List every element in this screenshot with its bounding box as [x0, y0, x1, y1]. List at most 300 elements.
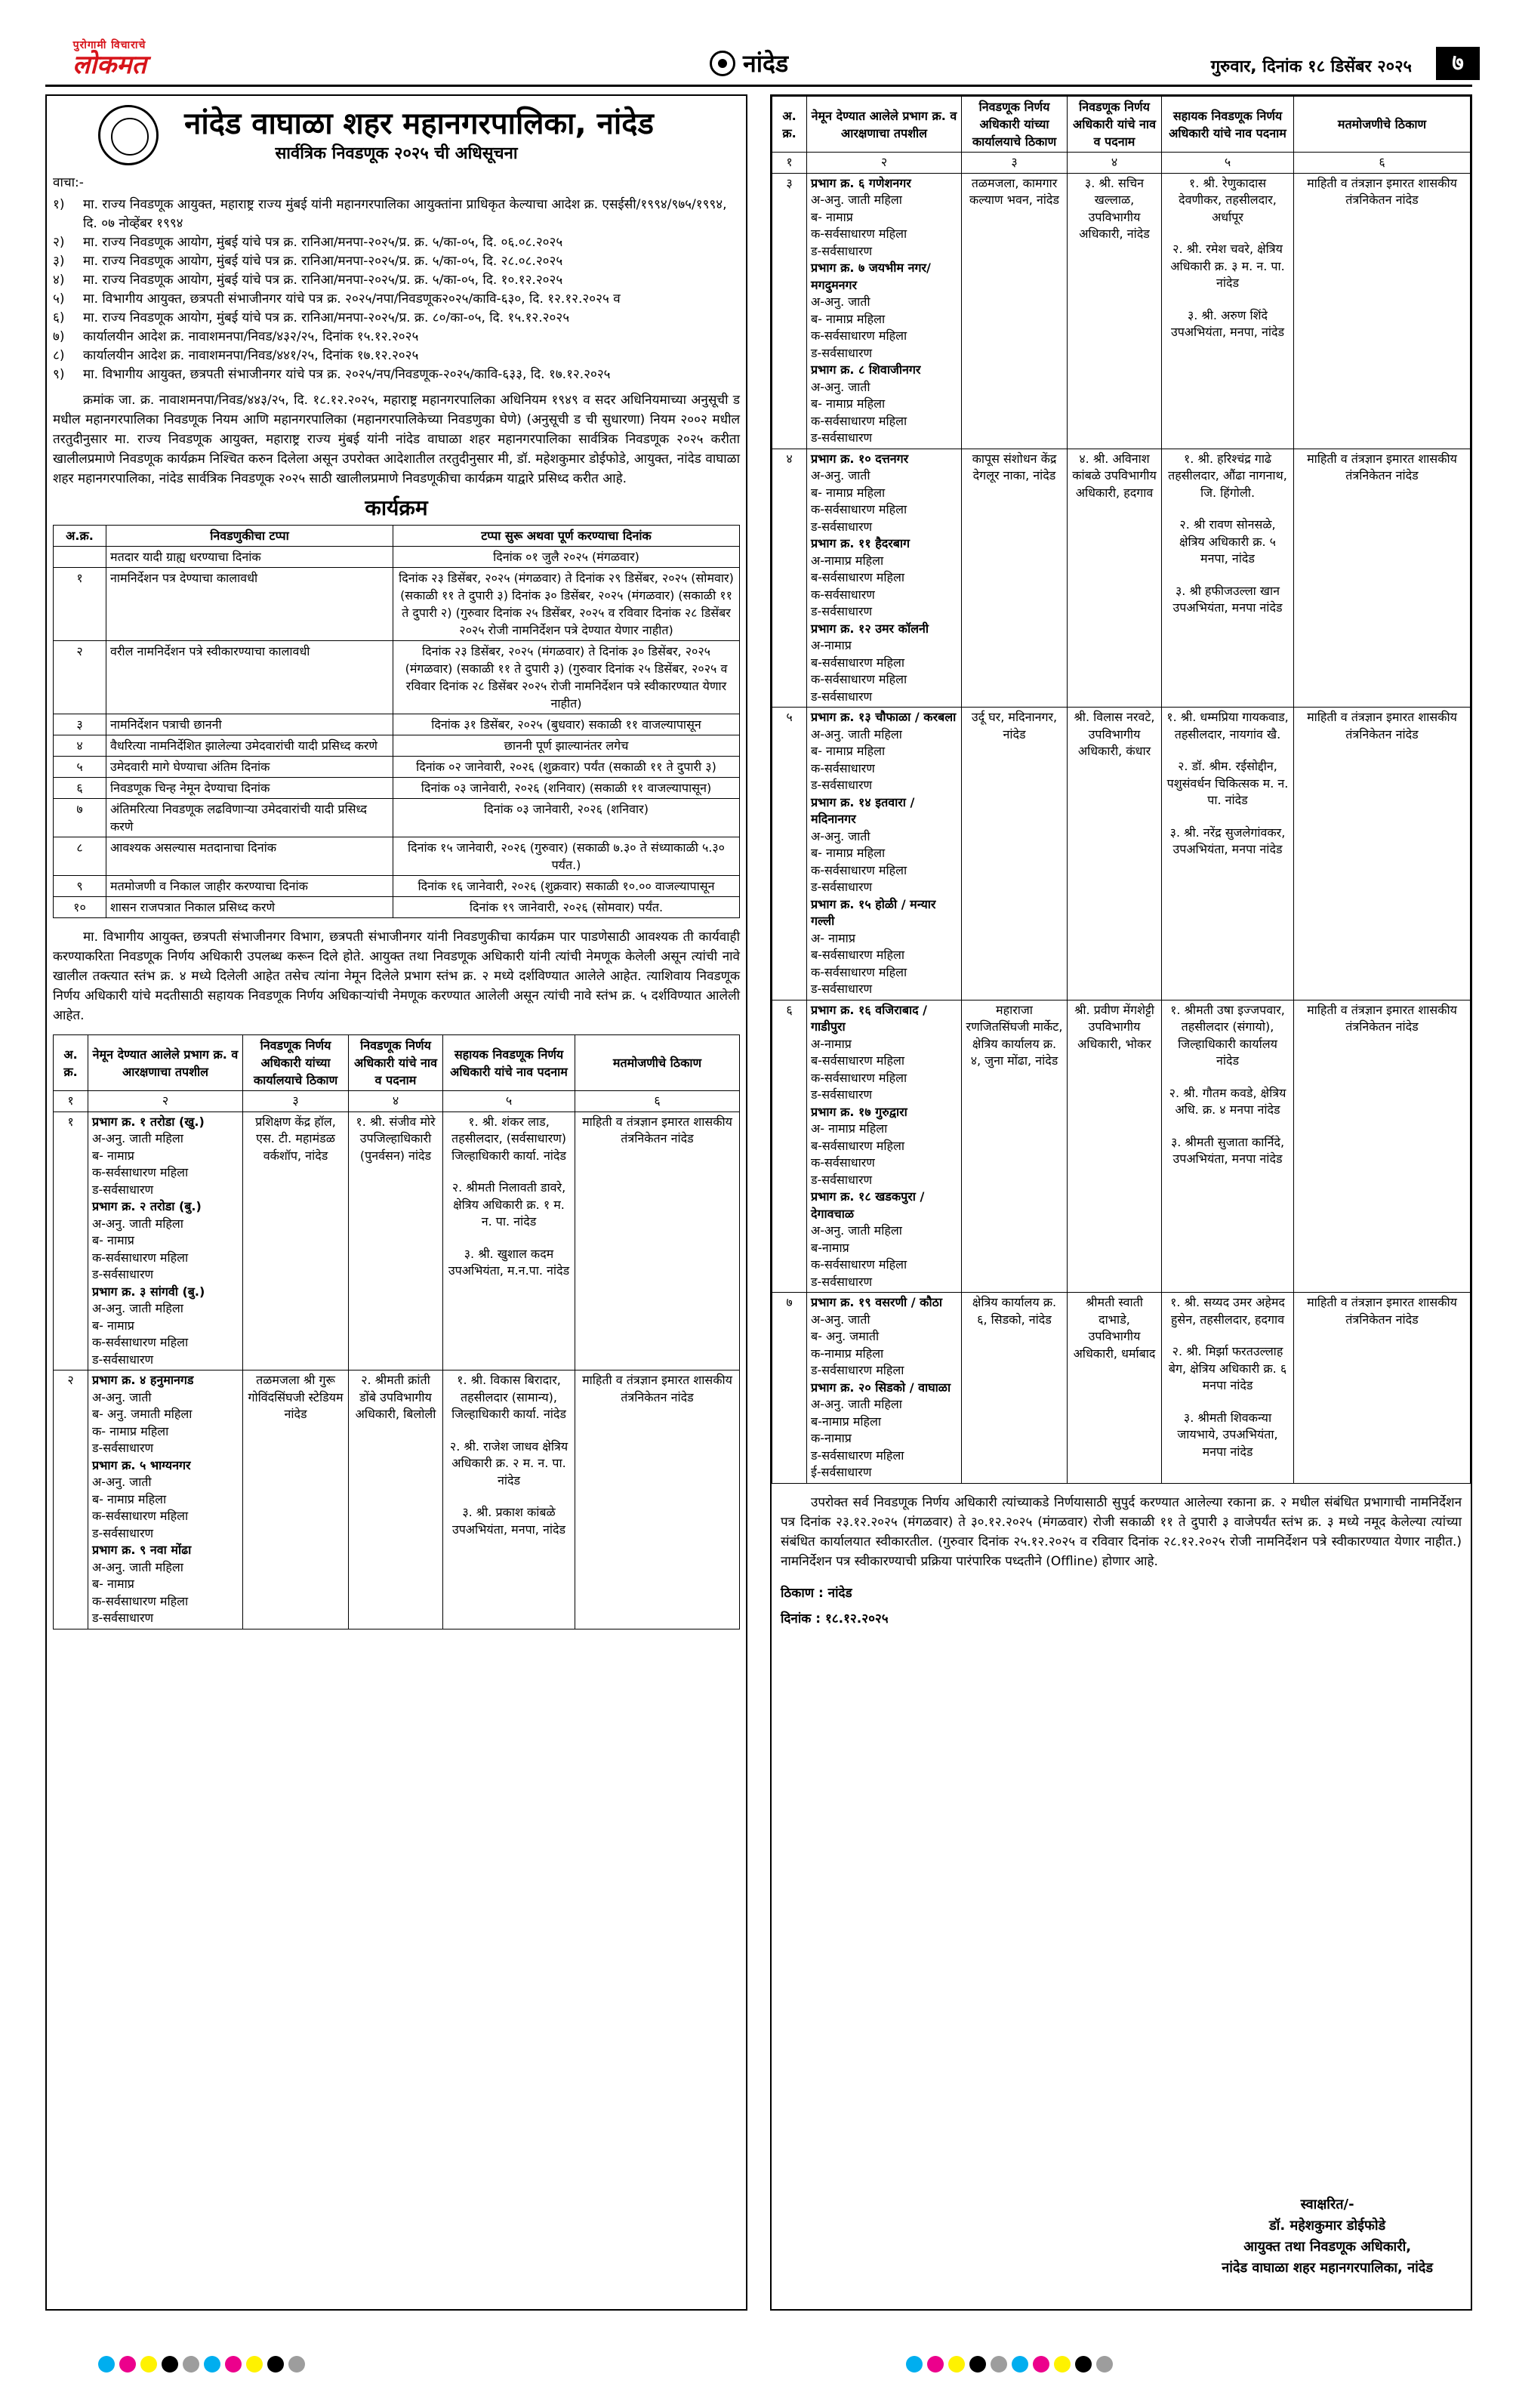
ward-name: प्रभाग क्र. १५ होळी / मन्यार गल्ली	[811, 896, 936, 928]
reservation-item: अ-अनु. जाती	[811, 468, 870, 483]
reservation-item: ब-सर्वसाधारण महिला	[811, 1138, 904, 1153]
reservation-item: क-सर्वसाधारण महिला	[811, 502, 907, 516]
table-row	[54, 799, 740, 837]
intro-paragraph: क्रमांक जा. क्र. नावाशमनपा/निवड/४४३/२५, दि. १८.१२.२०२५, महाराष्ट्र महानगरपालिका अधिनियम १९४९ व सदर अधिनियमाच्या अनुसूची ड मधील महानगरपालिका निवडणूक नियम आणि महानगरपालिका (महानगरपालिकेच्या निवडणुका घेणे) (अनुसूची ड ची सुधारणा) नियम २००२ मधील तरतुदीनुसार मा. राज्य निवडणूक आयुक्त, महाराष्ट्र राज्य मुंबई यांनी नांदेड वाघाळा शहर महानगरपालिका सार्वत्रिक निवडणूक २०२५ करीता खालीलप्रमाणे निवडणूक कार्यक्रम निश्चित करुन दिलेला असून उपरोक्त आदेशातील तरतुदीनुसार मी, डॉ. महेशकुमार डोईफोडे, आयुक्त, नांदेड वाघाळा शहर महानगरपालिका, नांदेड सार्वत्रिक निवडणूक २०२५ साठी खालीलप्रमाणे निवडणूकीचा कार्यक्रम याद्वारे प्रसिध्द करीत आहे.	[53, 393, 740, 486]
assistant-officer: १. श्री. रेणुकादास देवणीकर, तहसीलदार, अर्धापूर	[1179, 175, 1277, 224]
table-row	[772, 173, 1471, 449]
references-list	[53, 196, 740, 384]
counting-venue: माहिती व तंत्रज्ञान इमारत शासकीय तंत्रनिकेतन नांदेड	[575, 1112, 740, 1370]
reservation-item: अ-अनु. जाती महिला	[92, 1301, 183, 1315]
reservation-item: ब- नामाप्र महिला	[811, 396, 886, 411]
reservation-item: ब-नामाप्र	[811, 1240, 849, 1255]
reference-text: कार्यालयीन आदेश क्र. नावाशमनपा/निवड/४४१/२५, दिनांक १७.१२.२०२५	[83, 348, 419, 363]
ward-details	[807, 1293, 962, 1484]
schedule-stage: वैधरित्या नामनिर्देशित झालेल्या उमेदवारांची यादी प्रसिध्द करणे	[106, 735, 393, 757]
signature-line: स्वाक्षरित/-	[1300, 2197, 1354, 2212]
assistant-officers	[443, 1112, 575, 1370]
assistant-officer: ३. श्री. प्रकाश कांबळे उपअभियंता, मनपा, नांदेड	[451, 1505, 566, 1537]
reference-item	[53, 365, 740, 384]
column-number: ३	[962, 153, 1068, 174]
reference-number: ९)	[53, 367, 65, 382]
reservation-item: अ-अनु. जाती	[811, 379, 870, 394]
column-number: ३	[243, 1091, 349, 1112]
reservation-item: ड-सर्वसाधारण	[811, 778, 873, 792]
reservation-item: क-सर्वसाधारण	[811, 760, 875, 775]
reservation-item: अ-अनु. जाती	[92, 1389, 152, 1404]
row-number: ७	[772, 1293, 807, 1484]
table-row	[772, 1000, 1471, 1293]
ro-office: कापूस संशोधन केंद्र देगलूर नाका, नांदेड	[962, 449, 1068, 708]
reservation-item: ड-सर्वसाधारण	[811, 519, 873, 534]
schedule-date: दिनांक १५ जानेवारी, २०२६ (गुरुवार) (सकाळी ७.३० ते संध्याकाळी ५.३० पर्यंत.)	[393, 837, 740, 876]
assistant-officers	[1162, 1293, 1294, 1484]
color-swatch-dot	[140, 2356, 157, 2373]
schedule-number: ६	[54, 778, 106, 799]
reservation-item: अ-अनु. जाती महिला	[811, 1397, 902, 1411]
schedule-stage: अंतिमरित्या निवडणूक लढविणाऱ्या उमेदवारांची यादी प्रसिध्द करणे	[106, 799, 393, 837]
header-rule	[45, 85, 1472, 87]
ward-details	[88, 1112, 243, 1370]
ward-name: प्रभाग क्र. २ तरोडा (बु.)	[92, 1199, 202, 1213]
reservation-item: ड-सर्वसाधारण	[811, 604, 873, 618]
reference-item	[53, 309, 740, 328]
reservation-item: ब-सर्वसाधारण महिला	[811, 655, 904, 670]
ward-name: प्रभाग क्र. ११ हैदरबाग	[811, 536, 911, 550]
reservation-item: क- नामाप्र महिला	[92, 1423, 169, 1438]
table-row	[772, 708, 1471, 1001]
notice-subtitle: सार्वत्रिक निवडणूक २०२५ ची अधिसूचना	[275, 144, 518, 163]
reference-item	[53, 347, 740, 365]
signature-block	[1222, 2194, 1433, 2279]
color-swatch-dot	[1033, 2356, 1049, 2373]
reservation-item: क-सर्वसाधारण	[811, 1155, 875, 1170]
reservation-item: ब- नामाप्र महिला	[811, 744, 886, 758]
reservation-item: ब- नामाप्र महिला	[92, 1491, 167, 1506]
assistant-officer: २. डॉ. श्रीम. रईसोद्दीन, पशुसंवर्धन चिकित्सक म. न. पा. नांदेड	[1166, 759, 1289, 807]
assistant-officer: १. श्री. हरिश्चंद्र गाढे तहसीलदार, औंढा नागनाथ, जि. हिंगोली.	[1168, 451, 1287, 500]
reference-item	[53, 271, 740, 290]
row-number: ५	[772, 708, 807, 1001]
schedule-stage: नामनिर्देशन पत्राची छाननी	[106, 714, 393, 735]
ward-name: प्रभाग क्र. १० दत्तनगर	[811, 451, 909, 466]
reservation-item: अ-अनु. जाती महिला	[811, 193, 902, 207]
assistant-officer: ३. श्रीमती शिवकन्या जायभाये, उपअभियंता, मनपा नांदेड	[1177, 1410, 1278, 1459]
notice-header	[53, 105, 740, 173]
color-swatch-dot	[1012, 2356, 1028, 2373]
schedule-date: दिनांक ३१ डिसेंबर, २०२५ (बुधवार) सकाळी ११ वाजल्यापासून	[393, 714, 740, 735]
schedule-number: ९	[54, 876, 106, 897]
reservation-item: ब- नामाप्र	[92, 1318, 134, 1333]
reservation-item: क-सर्वसाधारण महिला	[811, 328, 907, 343]
reference-number: ६)	[53, 310, 65, 325]
assistant-officer: २. श्री. गौतम कवडे, क्षेत्रिय अधि. क्र. ४ मनपा नांदेड	[1169, 1085, 1286, 1117]
newspaper-logo	[45, 38, 174, 83]
ward-header: नेमून देण्यात आलेले प्रभाग क्र. व आरक्षणाचा तपशील	[88, 1035, 243, 1091]
reference-number: ७)	[53, 329, 65, 344]
reservation-item: अ-अनु. जाती महिला	[92, 1216, 183, 1231]
reservation-item: ड-सर्वसाधारण	[811, 430, 873, 445]
assistant-officer: ३. श्रीमती सुजाता कार्निदे, उपअभियंता, मनपा नांदेड	[1170, 1134, 1285, 1166]
assistant-officer: २. श्री. रमेश चवरे, क्षेत्रिय अधिकारी क्र. ३ म. न. पा. नांदेड	[1170, 242, 1285, 290]
reservation-item: ई-सर्वसाधारण	[811, 1465, 872, 1479]
reservation-item: ड-सर्वसाधारण महिला	[811, 1363, 904, 1377]
reservation-item: ड-सर्वसाधारण	[811, 689, 873, 704]
schedule-date: दिनांक २३ डिसेंबर, २०२५ (मंगळवार) ते दिनांक ३० डिसेंबर, २०२५ (मंगळवार) (सकाळी ११ ते दुपारी ३) (गुरुवार दिनांक २५ डिसेंबर, २०२५ व रविवार दिनांक २८ डिसेंबर २०२५ रोजी नामनिर्देशन पत्रे स्वीकारण्यात येणार नाहीत)	[393, 641, 740, 714]
signature-line: डॉ. महेशकुमार डोईफोडे	[1269, 2218, 1386, 2234]
left-column	[45, 94, 747, 2311]
color-swatch-dot	[246, 2356, 263, 2373]
reservation-item: क-सर्वसाधारण महिला	[811, 672, 907, 686]
schedule-stage: वरील नामनिर्देशन पत्रे स्वीकारण्याचा कालावधी	[106, 641, 393, 714]
ward-header: निवडणूक निर्णय अधिकारी यांचे नाव व पदनाम	[349, 1035, 443, 1091]
reference-number: ३)	[53, 254, 65, 269]
color-swatch-dot	[906, 2356, 923, 2373]
reservation-item: अ-अनु. जाती	[811, 828, 870, 843]
schedule-stage: नामनिर्देशन पत्र देण्याचा कालावधी	[106, 568, 393, 641]
schedule-date: दिनांक २३ डिसेंबर, २०२५ (मंगळवार) ते दिनांक २९ डिसेंबर, २०२५ (सोमवार) (सकाळी ११ ते दुपारी ३) दिनांक ३० डिसेंबर, २०२५ (मंगळवार) (सकाळी ११ ते दुपारी २) (गुरुवार दिनांक २५ डिसेंबर, २०२५ व रविवार दिनांक २८ डिसेंबर २०२५ रोजी नामनिर्देशन पत्रे देण्यात येणार नाहीत)	[393, 568, 740, 641]
schedule-stage: आवश्यक असल्यास मतदानाचा दिनांक	[106, 837, 393, 876]
ward-name: प्रभाग क्र. १७ गुरुद्वारा	[811, 1104, 907, 1119]
table-row	[54, 897, 740, 918]
reference-number: १)	[53, 197, 65, 212]
ro-office: तळमजला, कामगार कल्याण भवन, नांदेड	[962, 173, 1068, 449]
emblem-icon	[710, 51, 735, 76]
reference-item	[53, 252, 740, 271]
ward-details	[807, 708, 962, 1001]
assistant-officer: २. श्री रावण सोनसळे, क्षेत्रिय अधिकारी क्र. ५ मनपा, नांदेड	[1179, 517, 1276, 566]
color-swatches-left	[98, 2356, 305, 2373]
reservation-item: ब-सर्वसाधारण महिला	[811, 948, 904, 962]
color-swatch-dot	[183, 2356, 199, 2373]
row-number: ६	[772, 1000, 807, 1293]
reference-number: ५)	[53, 291, 65, 307]
reservation-item: ड-सर्वसाधारण	[811, 880, 873, 894]
right-column	[770, 94, 1472, 2311]
color-swatch-dot	[948, 2356, 965, 2373]
row-number: ३	[772, 173, 807, 449]
reference-number: २)	[53, 235, 65, 250]
returning-officer: ४. श्री. अविनाश कांबळे उपविभागीय अधिकारी, हदगाव	[1068, 449, 1162, 708]
corporation-seal-icon	[98, 105, 159, 165]
reservation-item: ब- नामाप्र	[92, 1148, 134, 1163]
reference-text: मा. राज्य निवडणूक आयोग, मुंबई यांचे पत्र क्र. रानिआ/मनपा-२०२५/प्र. क्र. ५/का-०५, दि. ०६.०८.२०२५	[83, 235, 563, 250]
column-number: २	[807, 153, 962, 174]
table-row	[54, 757, 740, 778]
schedule-stage: निवडणूक चिन्ह नेमून देण्याचा दिनांक	[106, 778, 393, 799]
reservation-item: क-सर्वसाधारण महिला	[811, 413, 907, 428]
notice-title: नांदेड वाघाळा शहर महानगरपालिका, नांदेड	[184, 106, 654, 141]
reservation-item: क-सर्वसाधारण महिला	[92, 1165, 189, 1179]
ward-name: प्रभाग क्र. ४ हनुमानगड	[92, 1373, 194, 1387]
section-name: नांदेड	[743, 49, 789, 78]
schedule-number: १०	[54, 897, 106, 918]
row-number: २	[54, 1370, 88, 1629]
counting-venue: माहिती व तंत्रज्ञान इमारत शासकीय तंत्रनिकेतन नांदेड	[575, 1370, 740, 1629]
officers-paragraph: मा. विभागीय आयुक्त, छत्रपती संभाजीनगर विभाग, छत्रपती संभाजीनगर यांनी निवडणुकीचा कार्यक्रम पार पाडणेसाठी आवश्यक ती कार्यवाही करण्याकरिता निवडणूक निर्णय अधिकारी उपलब्ध करून दिले होते. आयुक्त तथा निवडणूक अधिकारी यांनी त्यांची नेमणूक केलेली असून त्यांची नावे खालील तक्त्यात स्तंभ क्र. ४ मध्ये दिलेली आहेत तसेच त्यांना नेमून दिलेले प्रभाग स्तंभ क्र. २ मध्ये दर्शविण्यात आलेले आहेत. त्याशिवाय निवडणूक निर्णय अधिकारी यांचे मदतीसाठी सहायक निवडणूक निर्णय अधिकाऱ्यांची नेमणूक करण्यात आलेली असून त्यांची नावे स्तंभ क्र. ५ दर्शविण्यात आलेली आहेत.	[53, 930, 740, 1023]
dateline: गुरुवार, दिनांक १८ डिसेंबर २०२५	[1210, 57, 1412, 76]
reservation-item: ब- नामाप्र महिला	[811, 311, 886, 326]
reservation-item: ब- अनु. जमाती	[811, 1329, 880, 1343]
reference-text: मा. विभागीय आयुक्त, छत्रपती संभाजीनगर यांचे पत्र क्र. २०२५/नपा/निवडणूक२०२५/कावि-६३०, दि. १२.१२.२०२५ व	[83, 291, 621, 307]
schedule-stage: उमेदवारी मागे घेण्याचा अंतिम दिनांक	[106, 757, 393, 778]
schedule-date: दिनांक १६ जानेवारी, २०२६ (शुक्रवार) सकाळी १०.०० वाजल्यापासून	[393, 876, 740, 897]
reservation-item: क-सर्वसाधारण महिला	[92, 1593, 189, 1608]
schedule-date: दिनांक ०२ जानेवारी, २०२६ (शुक्रवार) पर्यंत (सकाळी ११ ते दुपारी ३)	[393, 757, 740, 778]
reservation-item: ब- नामाप्र	[92, 1577, 134, 1591]
column-number: ४	[349, 1091, 443, 1112]
schedule-stage: मतमोजणी व निकाल जाहीर करण्याचा दिनांक	[106, 876, 393, 897]
reference-item	[53, 196, 740, 233]
reference-item	[53, 290, 740, 309]
counting-venue: माहिती व तंत्रज्ञान इमारत शासकीय तंत्रनिकेतन नांदेड	[1294, 1293, 1471, 1484]
ro-office: प्रशिक्षण केंद्र हॉल, एस. टी. महामंडळ वर्कशॉप, नांदेड	[243, 1112, 349, 1370]
reference-text: मा. राज्य निवडणूक आयोग, मुंबई यांचे पत्र क्र. रानिआ/मनपा-२०२५/प्र. क्र. ८०/का-०५, दि. १५.१२.२०२५	[83, 310, 570, 325]
ward-details	[807, 449, 962, 708]
reservation-item: अ- नामाप्र	[811, 930, 855, 945]
ro-office: तळमजला श्री गुरू गोविंदसिंघजी स्टेडियम नांदेड	[243, 1370, 349, 1629]
reservation-item: ड-सर्वसाधारण महिला	[811, 1448, 904, 1463]
column-number: ५	[1162, 153, 1294, 174]
reservation-item: अ-अनु. जाती महिला	[92, 1131, 183, 1145]
reservation-item: ड-सर्वसाधारण	[811, 243, 873, 258]
color-swatch-dot	[969, 2356, 986, 2373]
schedule-table	[53, 525, 740, 918]
reservation-item: ब- नामाप्र महिला	[811, 846, 886, 860]
reservation-item: अ-अनु. जाती	[811, 294, 870, 309]
reservation-item: क-सर्वसाधारण महिला	[92, 1335, 189, 1349]
reservation-item: अ-नामाप्र	[811, 638, 852, 652]
column-number: २	[88, 1091, 243, 1112]
ward-name: प्रभाग क्र. १४ इतवारा / मदिनानगर	[811, 794, 915, 826]
color-swatch-dot	[1075, 2356, 1092, 2373]
ward-details	[88, 1370, 243, 1629]
schedule-number: ८	[54, 837, 106, 876]
logo-name: लोकमत	[72, 50, 146, 80]
assistant-officer: १. श्रीमती उषा इज्जपवार, तहसीलदार (संगायो), जिल्हाधिकारी कार्यालय नांदेड	[1170, 1002, 1285, 1068]
reference-text: मा. विभागीय आयुक्त, छत्रपती संभाजीनगर यांचे पत्र क्र. २०२५/नप/निवडणूक-२०२५/कावि-६३३, दि. १७.१२.२०२५	[83, 367, 611, 382]
ward-header: सहायक निवडणूक निर्णय अधिकारी यांचे नाव पदनाम	[1162, 97, 1294, 153]
table-row	[54, 1112, 740, 1370]
returning-officer: २. श्रीमती क्रांती डोंबे उपविभागीय अधिकारी, बिलोली	[349, 1370, 443, 1629]
place-label: ठिकाण : नांदेड	[781, 1585, 852, 1601]
assistant-officer: १. श्री. विकास बिरादार, तहसीलदार (सामान्य), जिल्हाधिकारी कार्या. नांदेड	[451, 1373, 566, 1421]
color-swatch-dot	[162, 2356, 178, 2373]
reservation-item: ड-सर्वसाधारण	[92, 1267, 154, 1281]
table-row	[54, 714, 740, 735]
table-row	[54, 547, 740, 568]
returning-officer: ३. श्री. सचिन खल्लाळ, उपविभागीय अधिकारी, नांदेड	[1068, 173, 1162, 449]
assistant-officer: ३. श्री. अरुण शिंदे उपअभियंता, मनपा, नांदेड	[1170, 307, 1285, 339]
ward-name: प्रभाग क्र. १ तरोडा (खु.)	[92, 1114, 205, 1129]
reference-item	[53, 328, 740, 347]
ward-header: निवडणूक निर्णय अधिकारी यांच्या कार्यालयाचे ठिकाण	[243, 1035, 349, 1091]
page-number: ७	[1436, 47, 1480, 80]
reservation-item: क-सर्वसाधारण	[811, 587, 875, 602]
color-swatch-dot	[98, 2356, 115, 2373]
reference-text: मा. राज्य निवडणूक आयोग, मुंबई यांचे पत्र क्र. रानिआ/मनपा-२०२५/प्र. क्र. ५/का-०५, दि. २८.०८.२०२५	[83, 254, 563, 269]
ward-header: मतमोजणीचे ठिकाण	[1294, 97, 1471, 153]
schedule-number: २	[54, 641, 106, 714]
reservation-item: अ-नामाप्र	[811, 1036, 852, 1051]
ward-name: प्रभाग क्र. २० सिडको / वाघाळा	[811, 1380, 951, 1395]
ward-name: प्रभाग क्र. १२ उमर कॉलनी	[811, 621, 929, 636]
reference-text: मा. राज्य निवडणूक आयुक्त, महाराष्ट्र राज्य मुंबई यांनी महानगरपालिका आयुक्तांना प्राधिकृत केल्याचा आदेश क्र. एसईसी/१९९४/९७५/१९९४, दि. ०७ नोव्हेंबर १९९४	[83, 197, 727, 231]
table-row	[54, 876, 740, 897]
ward-details	[807, 173, 962, 449]
reference-number: ८)	[53, 348, 65, 363]
reservation-item: ड-सर्वसाधारण	[92, 1441, 154, 1455]
counting-venue: माहिती व तंत्रज्ञान इमारत शासकीय तंत्रनिकेतन नांदेड	[1294, 449, 1471, 708]
schedule-stage: शासन राजपत्रात निकाल प्रसिध्द करणे	[106, 897, 393, 918]
counting-venue: माहिती व तंत्रज्ञान इमारत शासकीय तंत्रनिकेतन नांदेड	[1294, 708, 1471, 1001]
assistant-officer: १. श्री. धम्मप्रिया गायकवाड, तहसीलदार, नायगांव खै.	[1166, 710, 1289, 742]
ward-name: प्रभाग क्र. १६ वजिराबाद /गाडीपुरा	[811, 1002, 928, 1034]
reservation-item: अ-नामाप्र महिला	[811, 553, 884, 568]
color-swatch-dot	[204, 2356, 220, 2373]
schedule-number	[54, 547, 106, 568]
table-row	[54, 735, 740, 757]
reservation-item: क-सर्वसाधारण महिला	[92, 1250, 189, 1265]
schedule-date: दिनांक ०१ जुलै २०२५ (मंगळवार)	[393, 547, 740, 568]
reference-item	[53, 233, 740, 252]
reservation-item: ड-सर्वसाधारण	[92, 1611, 154, 1625]
schedule-number: ५	[54, 757, 106, 778]
reservation-item: अ-अनु. जाती	[92, 1475, 152, 1489]
ward-details	[807, 1000, 962, 1293]
ward-name: प्रभाग क्र. १३ चौफाळा / करबला	[811, 710, 957, 724]
color-swatch-dot	[927, 2356, 944, 2373]
schedule-date: दिनांक ०३ जानेवारी, २०२६ (शनिवार)	[393, 799, 740, 837]
table-row	[54, 1370, 740, 1629]
reservation-item: क-नामाप्र महिला	[811, 1346, 884, 1361]
counting-venue: माहिती व तंत्रज्ञान इमारत शासकीय तंत्रनिकेतन नांदेड	[1294, 1000, 1471, 1293]
returning-officer: १. श्री. संजीव मोरे उपजिल्हाधिकारी (पुनर्वसन) नांदेड	[349, 1112, 443, 1370]
assistant-officer: १. श्री. सय्यद उमर अहेमद हुसेन, तहसीलदार, हदगाव	[1170, 1295, 1285, 1327]
reservation-item: अ-अनु. जाती	[811, 1312, 870, 1327]
ro-office: क्षेत्रिय कार्यालय क्र. ६, सिडको, नांदेड	[962, 1293, 1068, 1484]
assistant-officers	[1162, 708, 1294, 1001]
assistant-officer: १. श्री. शंकर लाड, तहसीलदार, (सर्वसाधारण) जिल्हाधिकारी कार्या. नांदेड	[451, 1114, 567, 1163]
assistant-officer: ३. श्री हफीजउल्ला खान उपअभियंता, मनपा नांदेड	[1172, 583, 1283, 615]
reference-text: मा. राज्य निवडणूक आयोग, मुंबई यांचे पत्र क्र. रानिआ/मनपा-२०२५/प्र. क्र. ५/का-०५, दि. १०.१२.२०२५	[83, 273, 563, 288]
masthead	[45, 38, 1480, 83]
column-number: ६	[575, 1091, 740, 1112]
schedule-number: ३	[54, 714, 106, 735]
ro-office: महाराजा रणजितसिंघजी मार्केट, क्षेत्रिय कार्यालय क्र. ४, जुना मोंढा, नांदेड	[962, 1000, 1068, 1293]
column-number: ५	[443, 1091, 575, 1112]
reservation-item: क-सर्वसाधारण महिला	[92, 1509, 189, 1523]
reservation-item: ब- नामाप्र	[92, 1233, 134, 1247]
reservation-item: अ- नामाप्र महिला	[811, 1121, 888, 1136]
reservation-item: अ-अनु. जाती महिला	[811, 726, 902, 742]
reservation-item: क-सर्वसाधारण महिला	[811, 1070, 907, 1085]
ward-name: प्रभाग क्र. ६ गणेशनगर	[811, 175, 911, 190]
read-label: वाचा:-	[53, 175, 84, 190]
returning-officer: श्रीमती स्वाती दाभाडे, उपविभागीय अधिकारी, धर्माबाद	[1068, 1293, 1162, 1484]
ro-office: उर्दू घर, मदिनानगर, नांदेड	[962, 708, 1068, 1001]
schedule-date: दिनांक ०३ जानेवारी, २०२६ (शनिवार) (सकाळी ११ वाजल्यापासून)	[393, 778, 740, 799]
returning-officer: श्री. विलास नरवटे, उपविभागीय अधिकारी, कंधार	[1068, 708, 1162, 1001]
reservation-item: ब- नामाप्र	[811, 209, 853, 224]
ward-name: प्रभाग क्र. ८ शिवाजीनगर	[811, 362, 921, 377]
color-swatch-dot	[288, 2356, 305, 2373]
reservation-item: क-नामाप्र	[811, 1431, 852, 1445]
table-row	[54, 778, 740, 799]
reference-number: ४)	[53, 273, 65, 288]
column-number: ४	[1068, 153, 1162, 174]
table-row	[54, 641, 740, 714]
schedule-date: दिनांक १९ जानेवारी, २०२६ (सोमवार) पर्यंत.	[393, 897, 740, 918]
ward-header: मतमोजणीचे ठिकाण	[575, 1035, 740, 1091]
reservation-item: ब- नामाप्र महिला	[811, 485, 886, 500]
logo-tagline: पुरोगामी विचाराचे	[72, 39, 146, 51]
reservation-item: क-सर्वसाधारण महिला	[811, 1257, 907, 1272]
reservation-item: ड-सर्वसाधारण	[92, 1525, 154, 1540]
date-label: दिनांक : १८.१२.२०२५	[781, 1611, 889, 1626]
table-row	[772, 449, 1471, 708]
table-row	[54, 568, 740, 641]
reservation-item: क-सर्वसाधारण महिला	[811, 964, 907, 979]
color-swatch-dot	[1054, 2356, 1071, 2373]
counting-venue: माहिती व तंत्रज्ञान इमारत शासकीय तंत्रनिकेतन नांदेड	[1294, 173, 1471, 449]
reference-text: कार्यालयीन आदेश क्र. नावाशमनपा/निवड/४३२/२५, दिनांक १५.१२.२०२५	[83, 329, 419, 344]
reservation-item: ब-सर्वसाधारण महिला	[811, 1053, 904, 1068]
assistant-officers	[1162, 173, 1294, 449]
color-swatch-dot	[1096, 2356, 1113, 2373]
reservation-item: अ-अनु. जाती महिला	[811, 1223, 902, 1238]
ward-header: अ. क्र.	[772, 97, 807, 153]
color-swatch-dot	[991, 2356, 1007, 2373]
section-title	[710, 47, 788, 79]
reservation-item: ब- अनु. जमाती महिला	[92, 1407, 193, 1421]
color-swatches-right	[906, 2356, 1113, 2373]
reservation-item: ड-सर्वसाधारण	[92, 1352, 154, 1367]
row-number: ४	[772, 449, 807, 708]
assistant-officer: २. श्रीमती निलावती डावरे, क्षेत्रिय अधिकारी क्र. १ म. न. पा. नांदेड	[451, 1180, 566, 1229]
schedule-date: छाननी पूर्ण झाल्यानंतर लगेच	[393, 735, 740, 757]
schedule-heading: कार्यक्रम	[365, 495, 428, 520]
schedule-header: निवडणुकीचा टप्पा	[106, 526, 393, 547]
reservation-item: क-सर्वसाधारण महिला	[811, 862, 907, 877]
ward-name: प्रभाग क्र. ५ भाग्यनगर	[92, 1457, 191, 1472]
schedule-stage: मतदार यादी ग्राह्य धरण्याचा दिनांक	[106, 547, 393, 568]
table-row	[772, 1293, 1471, 1484]
ward-header: नेमून देण्यात आलेले प्रभाग क्र. व आरक्षणाचा तपशील	[807, 97, 962, 153]
assistant-officer: ३. श्री. नरेंद्र सुजलेगांवकर, उपअभियंता, मनपा नांदेड	[1169, 825, 1286, 856]
color-swatch-dot	[119, 2356, 136, 2373]
assistant-officer: ३. श्री. खुशाल कदम उपअभियंता, म.न.पा. नांदेड	[448, 1246, 570, 1278]
ward-name: प्रभाग क्र. ३ सांगवी (बु.)	[92, 1284, 205, 1299]
ward-name: प्रभाग क्र. ७ जयभीम नगर/मगदुमनगर	[811, 261, 931, 292]
column-number: १	[54, 1091, 88, 1112]
assistant-officers	[1162, 1000, 1294, 1293]
reservation-item: ड-सर्वसाधारण	[811, 982, 873, 996]
footer-paragraph: उपरोक्त सर्व निवडणूक निर्णय अधिकारी त्यांच्याकडे निर्णयासाठी सुपुर्द करण्यात आलेल्या रकाना क्र. २ मधील संबंधित प्रभागाची नामनिर्देशन पत्र दिनांक २३.१२.२०२५ (मंगळवार) ते ३०.१२.२०२५ (मंगळवार) रोजी सकाळी ११ ते दुपारी ३ वाजेपर्यंत स्तंभ क्र. ३ मध्ये नमूद केलेल्या त्यांच्या संबंधित कार्यालयात स्वीकारतील. (गुरुवार दिनांक २५.१२.२०२५ व रविवार दिनांक २८.१२.२०२५ रोजी नामनिर्देशन पत्रे स्वीकारण्यात येणार नाहीत.) नामनिर्देशन पत्र स्वीकारण्याची प्रक्रिया पारंपारिक पध्दतीने (Offline) होणार आहे.	[781, 1494, 1462, 1569]
schedule-header: अ.क्र.	[54, 526, 106, 547]
returning-officer: श्री. प्रवीण मेंगशेट्टी उपविभागीय अधिकारी, भोकर	[1068, 1000, 1162, 1293]
ward-table-left	[53, 1034, 740, 1629]
ward-name: प्रभाग क्र. १९ वसरणी / कौठा	[811, 1295, 943, 1309]
ward-name: प्रभाग क्र. ९ नवा मोंढा	[92, 1543, 192, 1557]
column-number: १	[772, 153, 807, 174]
reservation-item: ड-सर्वसाधारण	[811, 1087, 873, 1102]
reservation-item: ड-सर्वसाधारण	[811, 1172, 873, 1187]
signature-line: नांदेड वाघाळा शहर महानगरपालिका, नांदेड	[1222, 2260, 1433, 2276]
ward-header: सहायक निवडणूक निर्णय अधिकारी यांचे नाव पदनाम	[443, 1035, 575, 1091]
ward-table-right	[772, 96, 1471, 1484]
reservation-item: ड-सर्वसाधारण	[92, 1182, 154, 1197]
ward-header: निवडणूक निर्णय अधिकारी यांचे नाव व पदनाम	[1068, 97, 1162, 153]
